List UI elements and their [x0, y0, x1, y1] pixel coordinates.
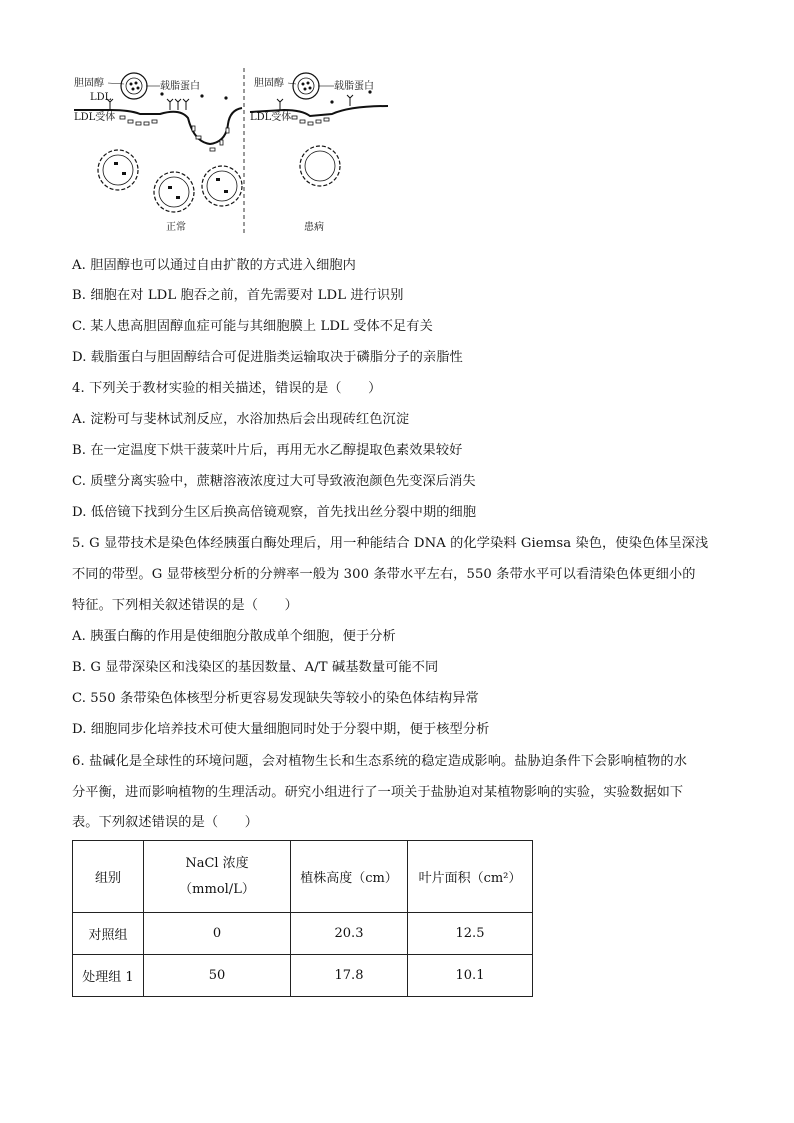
- cell-height: 17.8: [291, 955, 408, 997]
- q5-stem-line-2: 不同的带型。G 显带核型分析的分辨率一般为 300 条带水平左右，550 条带水平可以看清染色体更细小的: [72, 567, 696, 582]
- table-row: [73, 955, 533, 997]
- label-ldl-receptor-right: LDL受体: [250, 112, 292, 123]
- q6-stem-line-2: 分平衡，进而影响植物的生理活动。研究小组进行了一项关于盐胁迫对某植物影响的实验，实验数据如下: [72, 785, 684, 800]
- ldl-receptors-disease: [277, 95, 353, 110]
- q5-option-b: B. G 显带深染区和浅染区的基因数量、A/T 碱基数量可能不同: [72, 660, 439, 675]
- header-nacl-line-1: NaCl 浓度: [185, 855, 249, 871]
- salt-stress-table: [72, 840, 533, 997]
- header-leaf-area: 叶片面积（cm²）: [408, 841, 533, 913]
- q6-stem-line-3: 表。下列叙述错误的是（ ）: [72, 815, 259, 830]
- normal-panel: [74, 73, 242, 233]
- endocytic-vesicle-disease: [300, 146, 340, 186]
- q6-stem-line-1: 6. 盐碱化是全球性的环境问题，会对植物生长和生态系统的稳定造成影响。盐胁迫条件下会影响植物的水: [72, 754, 688, 769]
- q3-option-d: D. 载脂蛋白与胆固醇结合可促进脂类运输取决于磷脂分子的亲脂性: [72, 350, 463, 365]
- caption-normal: 正常: [166, 222, 186, 233]
- ldl-diagram-svg: [70, 62, 390, 240]
- q3-option-b: B. 细胞在对 LDL 胞吞之前，首先需要对 LDL 进行识别: [72, 288, 404, 303]
- q4-stem: 4. 下列关于教材实验的相关描述，错误的是（ ）: [72, 381, 382, 396]
- label-cholesterol-left: 胆固醇: [74, 78, 104, 89]
- endocytic-vesicles-normal: [98, 150, 242, 212]
- cell-height: 20.3: [291, 913, 408, 955]
- label-apolipoprotein-left: 载脂蛋白: [160, 81, 200, 92]
- label-cholesterol-right: 胆固醇: [254, 78, 284, 89]
- cell-nacl: 50: [144, 955, 291, 997]
- q4-option-b: B. 在一定温度下烘干菠菜叶片后，再用无水乙醇提取色素效果较好: [72, 443, 463, 458]
- ldl-particle-disease: [293, 73, 319, 99]
- header-group: 组别: [73, 841, 144, 913]
- q5-option-a: A. 胰蛋白酶的作用是使细胞分散成单个细胞，便于分析: [72, 629, 396, 644]
- table-header-row: [73, 841, 533, 913]
- cell-nacl: 0: [144, 913, 291, 955]
- q5-option-d: D. 细胞同步化培养技术可使大量细胞同时处于分裂中期，便于核型分析: [72, 722, 490, 737]
- cell-group: 对照组: [73, 913, 144, 955]
- q5-stem-line-1: 5. G 显带技术是染色体经胰蛋白酶处理后，用一种能结合 DNA 的化学染料 Giemsa 染色，使染色体呈深浅: [72, 536, 709, 551]
- table-row: [73, 913, 533, 955]
- label-ldl-receptor-left: LDL受体: [74, 112, 116, 123]
- q5-option-c: C. 550 条带染色体核型分析更容易发现缺失等较小的染色体结构异常: [72, 691, 479, 706]
- q4-option-a: A. 淀粉可与斐林试剂反应，水浴加热后会出现砖红色沉淀: [72, 412, 410, 427]
- label-ldl-left: LDL: [90, 92, 112, 103]
- disease-panel: [250, 73, 388, 233]
- header-height: 植株高度（cm）: [291, 841, 408, 913]
- ldl-particle-normal: [121, 73, 147, 99]
- q4-option-d: D. 低倍镜下找到分生区后换高倍镜观察，首先找出丝分裂中期的细胞: [72, 505, 477, 520]
- header-nacl-line-2: （mmol/L）: [179, 881, 255, 897]
- cell-group: 处理组 1: [73, 955, 144, 997]
- caption-disease: 患病: [304, 222, 324, 233]
- label-apolipoprotein-right: 载脂蛋白: [334, 81, 374, 92]
- cell-leaf-area: 12.5: [408, 913, 533, 955]
- q3-option-c: C. 某人患高胆固醇血症可能与其细胞膜上 LDL 受体不足有关: [72, 319, 433, 334]
- cell-leaf-area: 10.1: [408, 955, 533, 997]
- q3-option-a: A. 胆固醇也可以通过自由扩散的方式进入细胞内: [72, 258, 356, 273]
- ldl-receptors-normal: [107, 99, 189, 110]
- q4-option-c: C. 质壁分离实验中，蔗糖溶液浓度过大可导致液泡颜色先变深后消失: [72, 474, 476, 489]
- ldl-uptake-figure: [70, 62, 390, 240]
- header-nacl: [144, 841, 291, 913]
- q5-stem-line-3: 特征。下列相关叙述错误的是（ ）: [72, 598, 298, 613]
